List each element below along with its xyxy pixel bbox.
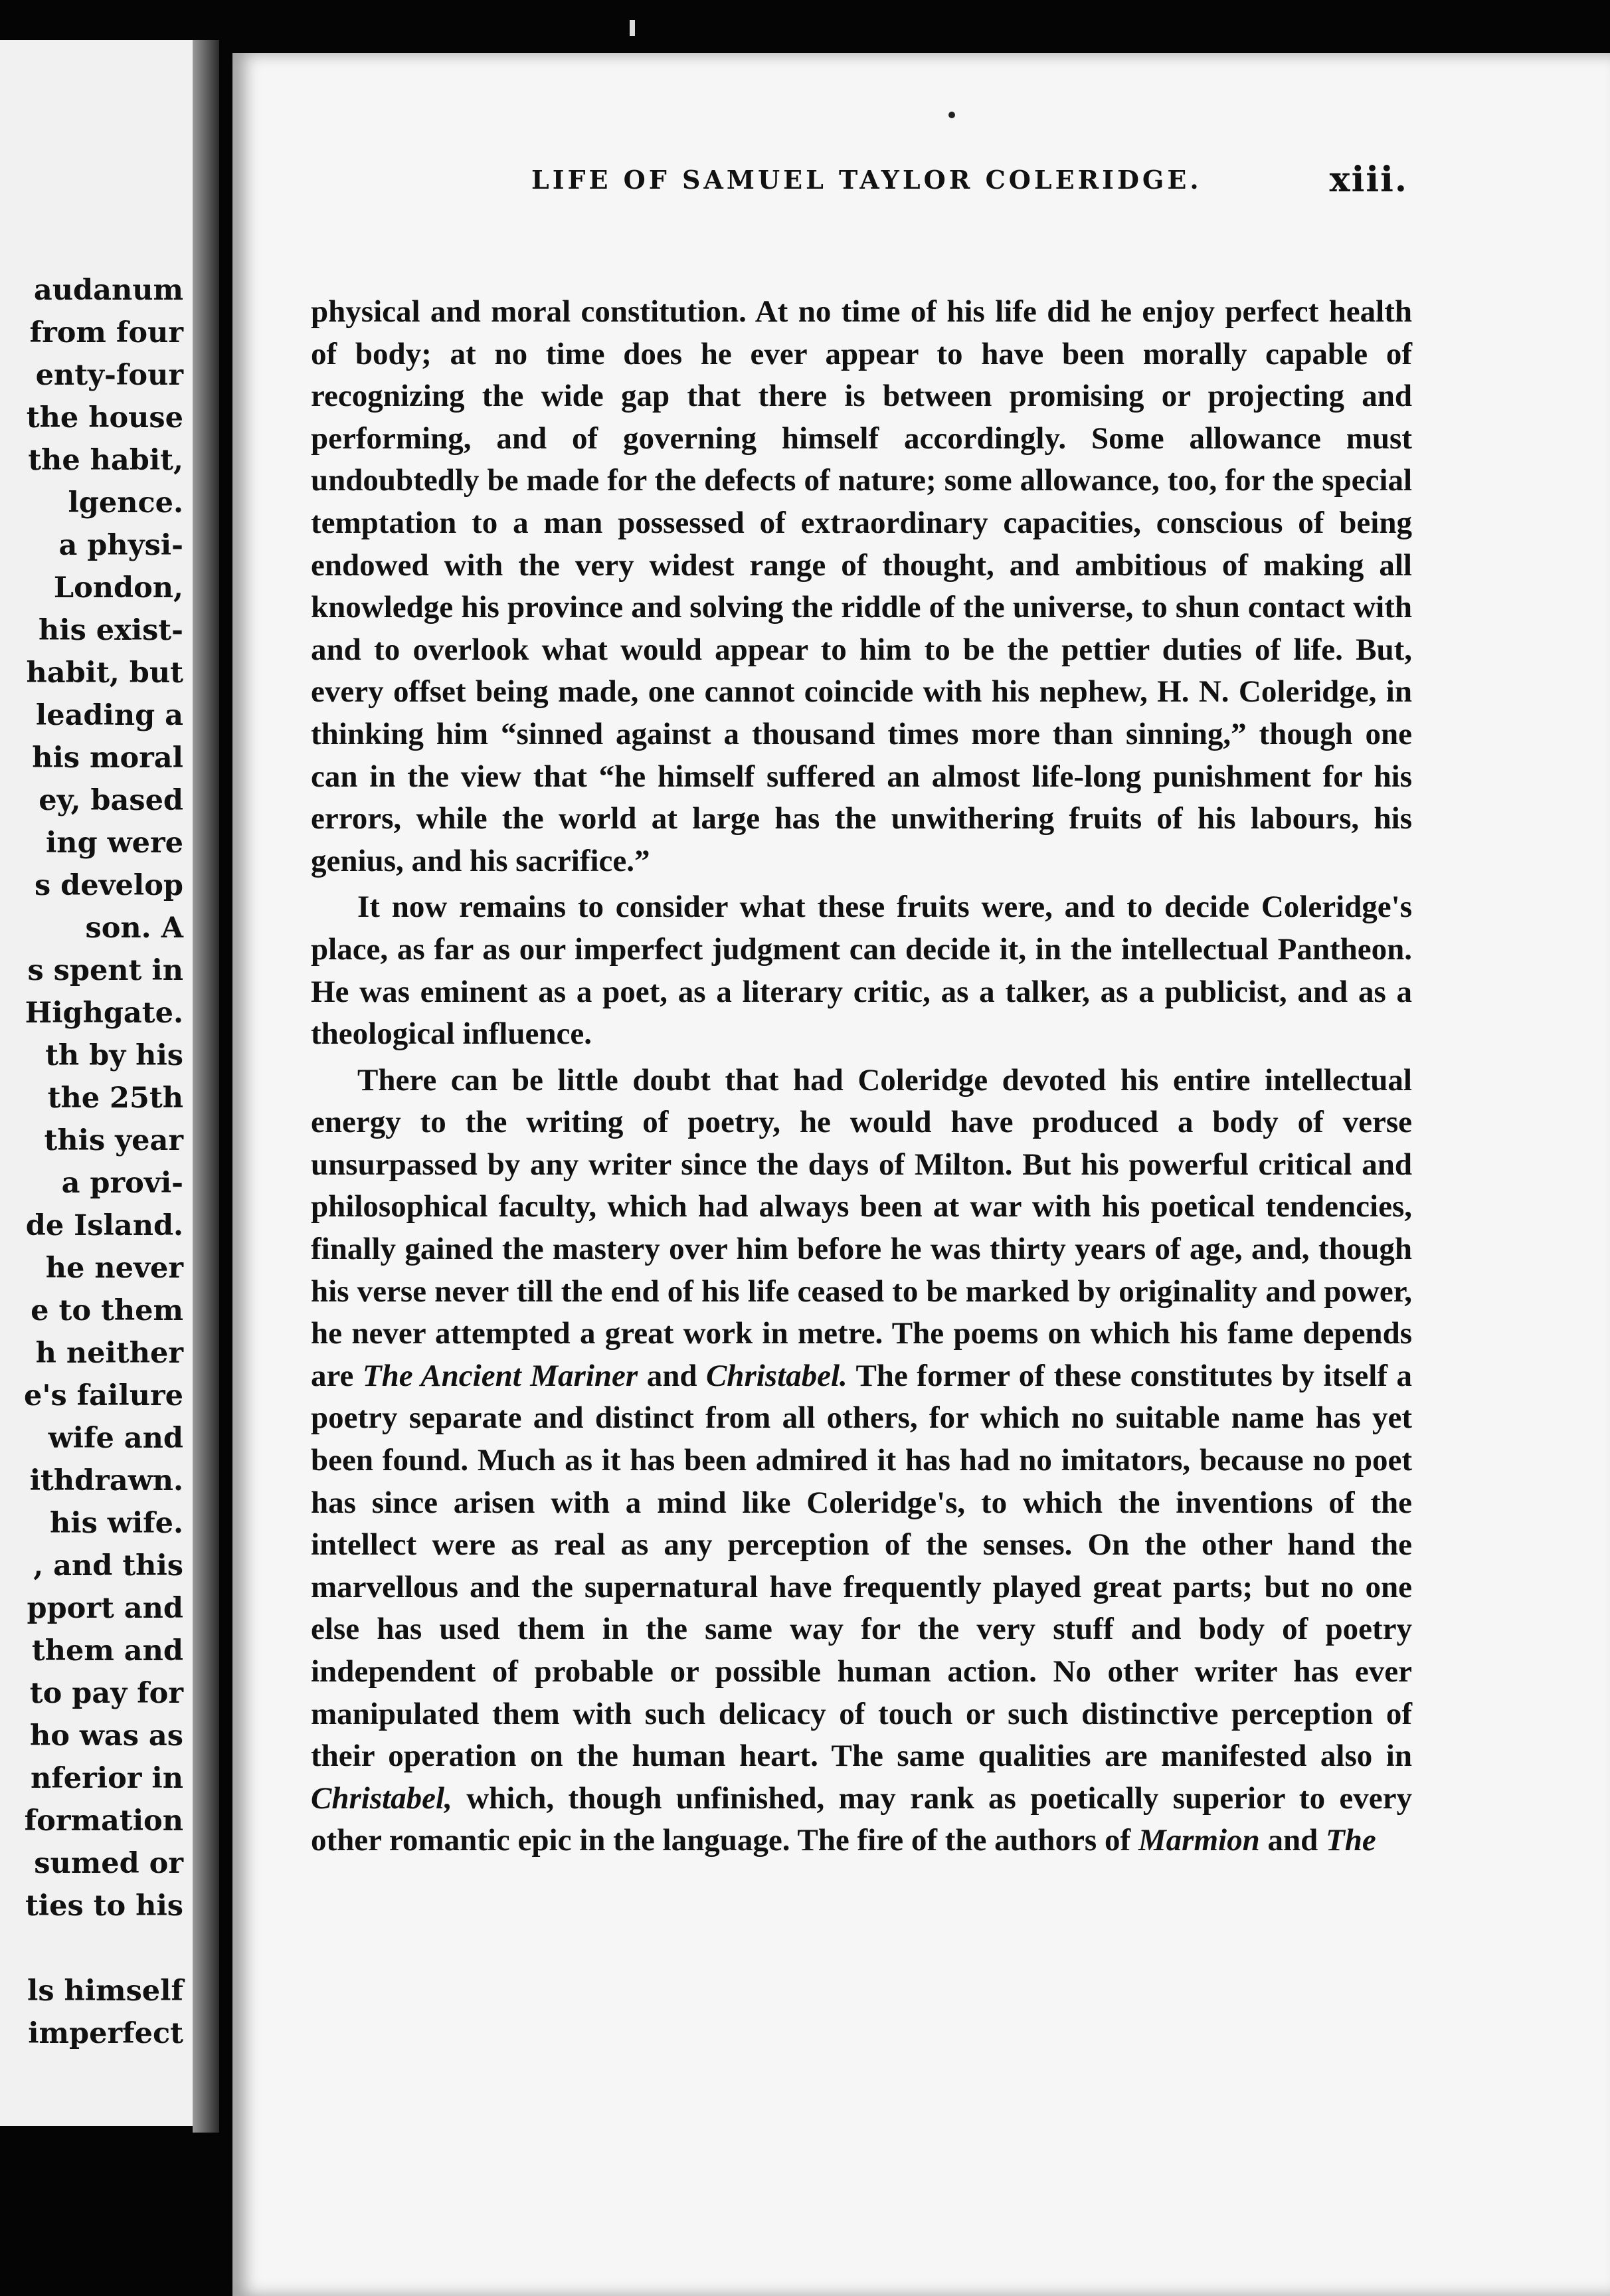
book-gutter bbox=[193, 40, 219, 2133]
left-page-line: audanum bbox=[33, 274, 183, 307]
paragraph-3-and-2: and bbox=[1267, 1823, 1318, 1858]
left-page-line: ithdrawn. bbox=[29, 1464, 183, 1497]
left-page-line: to pay for bbox=[29, 1677, 183, 1710]
left-page-line: London, bbox=[53, 571, 183, 605]
left-page-line: formation bbox=[24, 1804, 183, 1838]
left-page-line: nferior in bbox=[30, 1762, 183, 1795]
left-page-line: the house bbox=[26, 401, 183, 434]
left-page-line: from four bbox=[29, 316, 183, 349]
left-page-text-fragments bbox=[24, 269, 183, 2055]
left-page-line: a physi- bbox=[58, 529, 183, 562]
left-page-line: his moral bbox=[32, 741, 183, 775]
left-page-line: this year bbox=[44, 1124, 183, 1157]
title-marmion: Marmion bbox=[1138, 1823, 1260, 1858]
left-page-line: a provi- bbox=[61, 1167, 183, 1200]
paragraph-2: It now remains to consider what these fruits were, and to decide Coleridge's place, as far as our imperfect judgment can decide it, in the intellectual Pantheon. He was eminent as a poet, as a literary critic, as a talker, as a publicist, and as a theological influence. bbox=[311, 890, 1412, 1052]
page-speck bbox=[948, 112, 955, 118]
left-page-line: de Island. bbox=[25, 1209, 183, 1242]
left-page-line bbox=[24, 1927, 183, 1970]
left-page-line: h neither bbox=[35, 1337, 183, 1370]
left-page-line: e's failure bbox=[23, 1379, 183, 1412]
left-page-line: s spent in bbox=[27, 954, 183, 987]
paragraph-1: physical and moral constitution. At no time of his life did he enjoy perfect health of body; at no time does he ever appear to have been morally capable of recognizing the wide gap that there is between promising or projecting and performing, and of governing himself accordingly. Some allowance must undoubtedly be made for the defects of nature; some allowance, too, for the special temptation to a man possessed of extraordinary capacities, conscious of being endowed with the very widest range of thought, and ambitious of making all knowledge his province and solving the riddle of the universe, to shun contact with and to overlook what would appear to him to be the pettier duties of life. But, every offset being made, one cannot coincide with his nephew, H. N. Coleridge, in thinking him “sinned against a thousand times more than sinning,” though one can in the view that “he himself suffered an almost life-long punishment for his errors, while the world at large has the unwithering fruits of his labours, his genius, and his sacrifice.” bbox=[311, 294, 1412, 878]
body-text bbox=[311, 291, 1412, 1862]
left-page-line: them and bbox=[31, 1634, 183, 1668]
title-the: The bbox=[1326, 1823, 1376, 1858]
left-page-line: , and this bbox=[33, 1549, 183, 1582]
scan-mark bbox=[630, 20, 635, 36]
left-page-line: ho was as bbox=[29, 1719, 183, 1753]
left-page-line: pport and bbox=[27, 1592, 183, 1625]
left-page-line: ls himself bbox=[27, 1974, 183, 2008]
left-page-line: Highgate. bbox=[25, 997, 183, 1030]
left-page-line: ing were bbox=[45, 826, 183, 860]
left-page-line: wife and bbox=[48, 1422, 183, 1455]
left-page-line: son. A bbox=[85, 911, 183, 945]
left-page-line: enty-four bbox=[35, 359, 183, 392]
left-page-line: sumed or bbox=[34, 1847, 183, 1880]
left-page-line: he never bbox=[45, 1252, 183, 1285]
left-facing-page bbox=[0, 40, 197, 2126]
left-page-line: e to them bbox=[31, 1294, 183, 1327]
paragraph-3 bbox=[311, 1060, 1412, 1862]
left-page-line: leading a bbox=[35, 699, 183, 732]
title-ancient-mariner: The Ancient Mariner bbox=[362, 1358, 638, 1393]
paragraph-3-text-c: which, though unfinished, may rank as poetically superior to every other romantic epic in the language. The fire of the authors of bbox=[311, 1780, 1413, 1858]
left-page-line: ey, based bbox=[39, 784, 183, 817]
left-page-line: imperfect bbox=[28, 2017, 183, 2050]
left-page-line: his wife. bbox=[50, 1507, 183, 1540]
title-christabel-2: Christabel, bbox=[311, 1780, 452, 1816]
left-page-line: ties to his bbox=[25, 1889, 183, 1923]
paragraph-3-and: and bbox=[646, 1358, 697, 1393]
left-page-line: lgence. bbox=[68, 486, 183, 520]
page-number: xiii. bbox=[1329, 159, 1408, 200]
left-page-line: his exist- bbox=[38, 614, 183, 647]
left-page-line: s develop bbox=[34, 869, 183, 902]
left-page-line: the habit, bbox=[28, 444, 183, 477]
title-christabel: Christabel. bbox=[705, 1358, 848, 1393]
running-title: LIFE OF SAMUEL TAYLOR COLERIDGE. bbox=[531, 165, 1202, 195]
left-page-line: th by his bbox=[45, 1039, 183, 1072]
paragraph-3-text-a: There can be little doubt that had Coleridge devoted his entire intellectual energy to the writing of poetry, he would have produced a body of verse unsurpassed by any writer since the days of Milton. But his powerful critical and philosophical faculty, which had always been at war with his poetical tendencies, finally gained the mastery over him before he was thirty years of age, and, though his verse never till the end of his life ceased to be marked by originality and power, he never attempted a great work in metre. The poems on which his fame depends are bbox=[311, 1062, 1412, 1393]
left-page-line: the 25th bbox=[47, 1082, 183, 1115]
left-page-line: habit, but bbox=[26, 656, 183, 690]
paragraph-3-text-b: The former of these constitutes by itself a poetry separate and distinct from all others, for which no suitable name has yet been found. Much as it has been admired it has had no imitators, because no poet has since arisen with a mind like Coleridge's, to which the inventions of the intellect were as real as any perception of the senses. On the other hand the marvellous and the supernatural have frequently played great parts; but no one else has used them in the same way for the very stuff and body of poetry independent of probable or possible human action. No other writer has ever manipulated them with such delicacy of touch or such distinctive perception of their operation on the human heart. The same qualities are manifested also in bbox=[311, 1358, 1412, 1774]
